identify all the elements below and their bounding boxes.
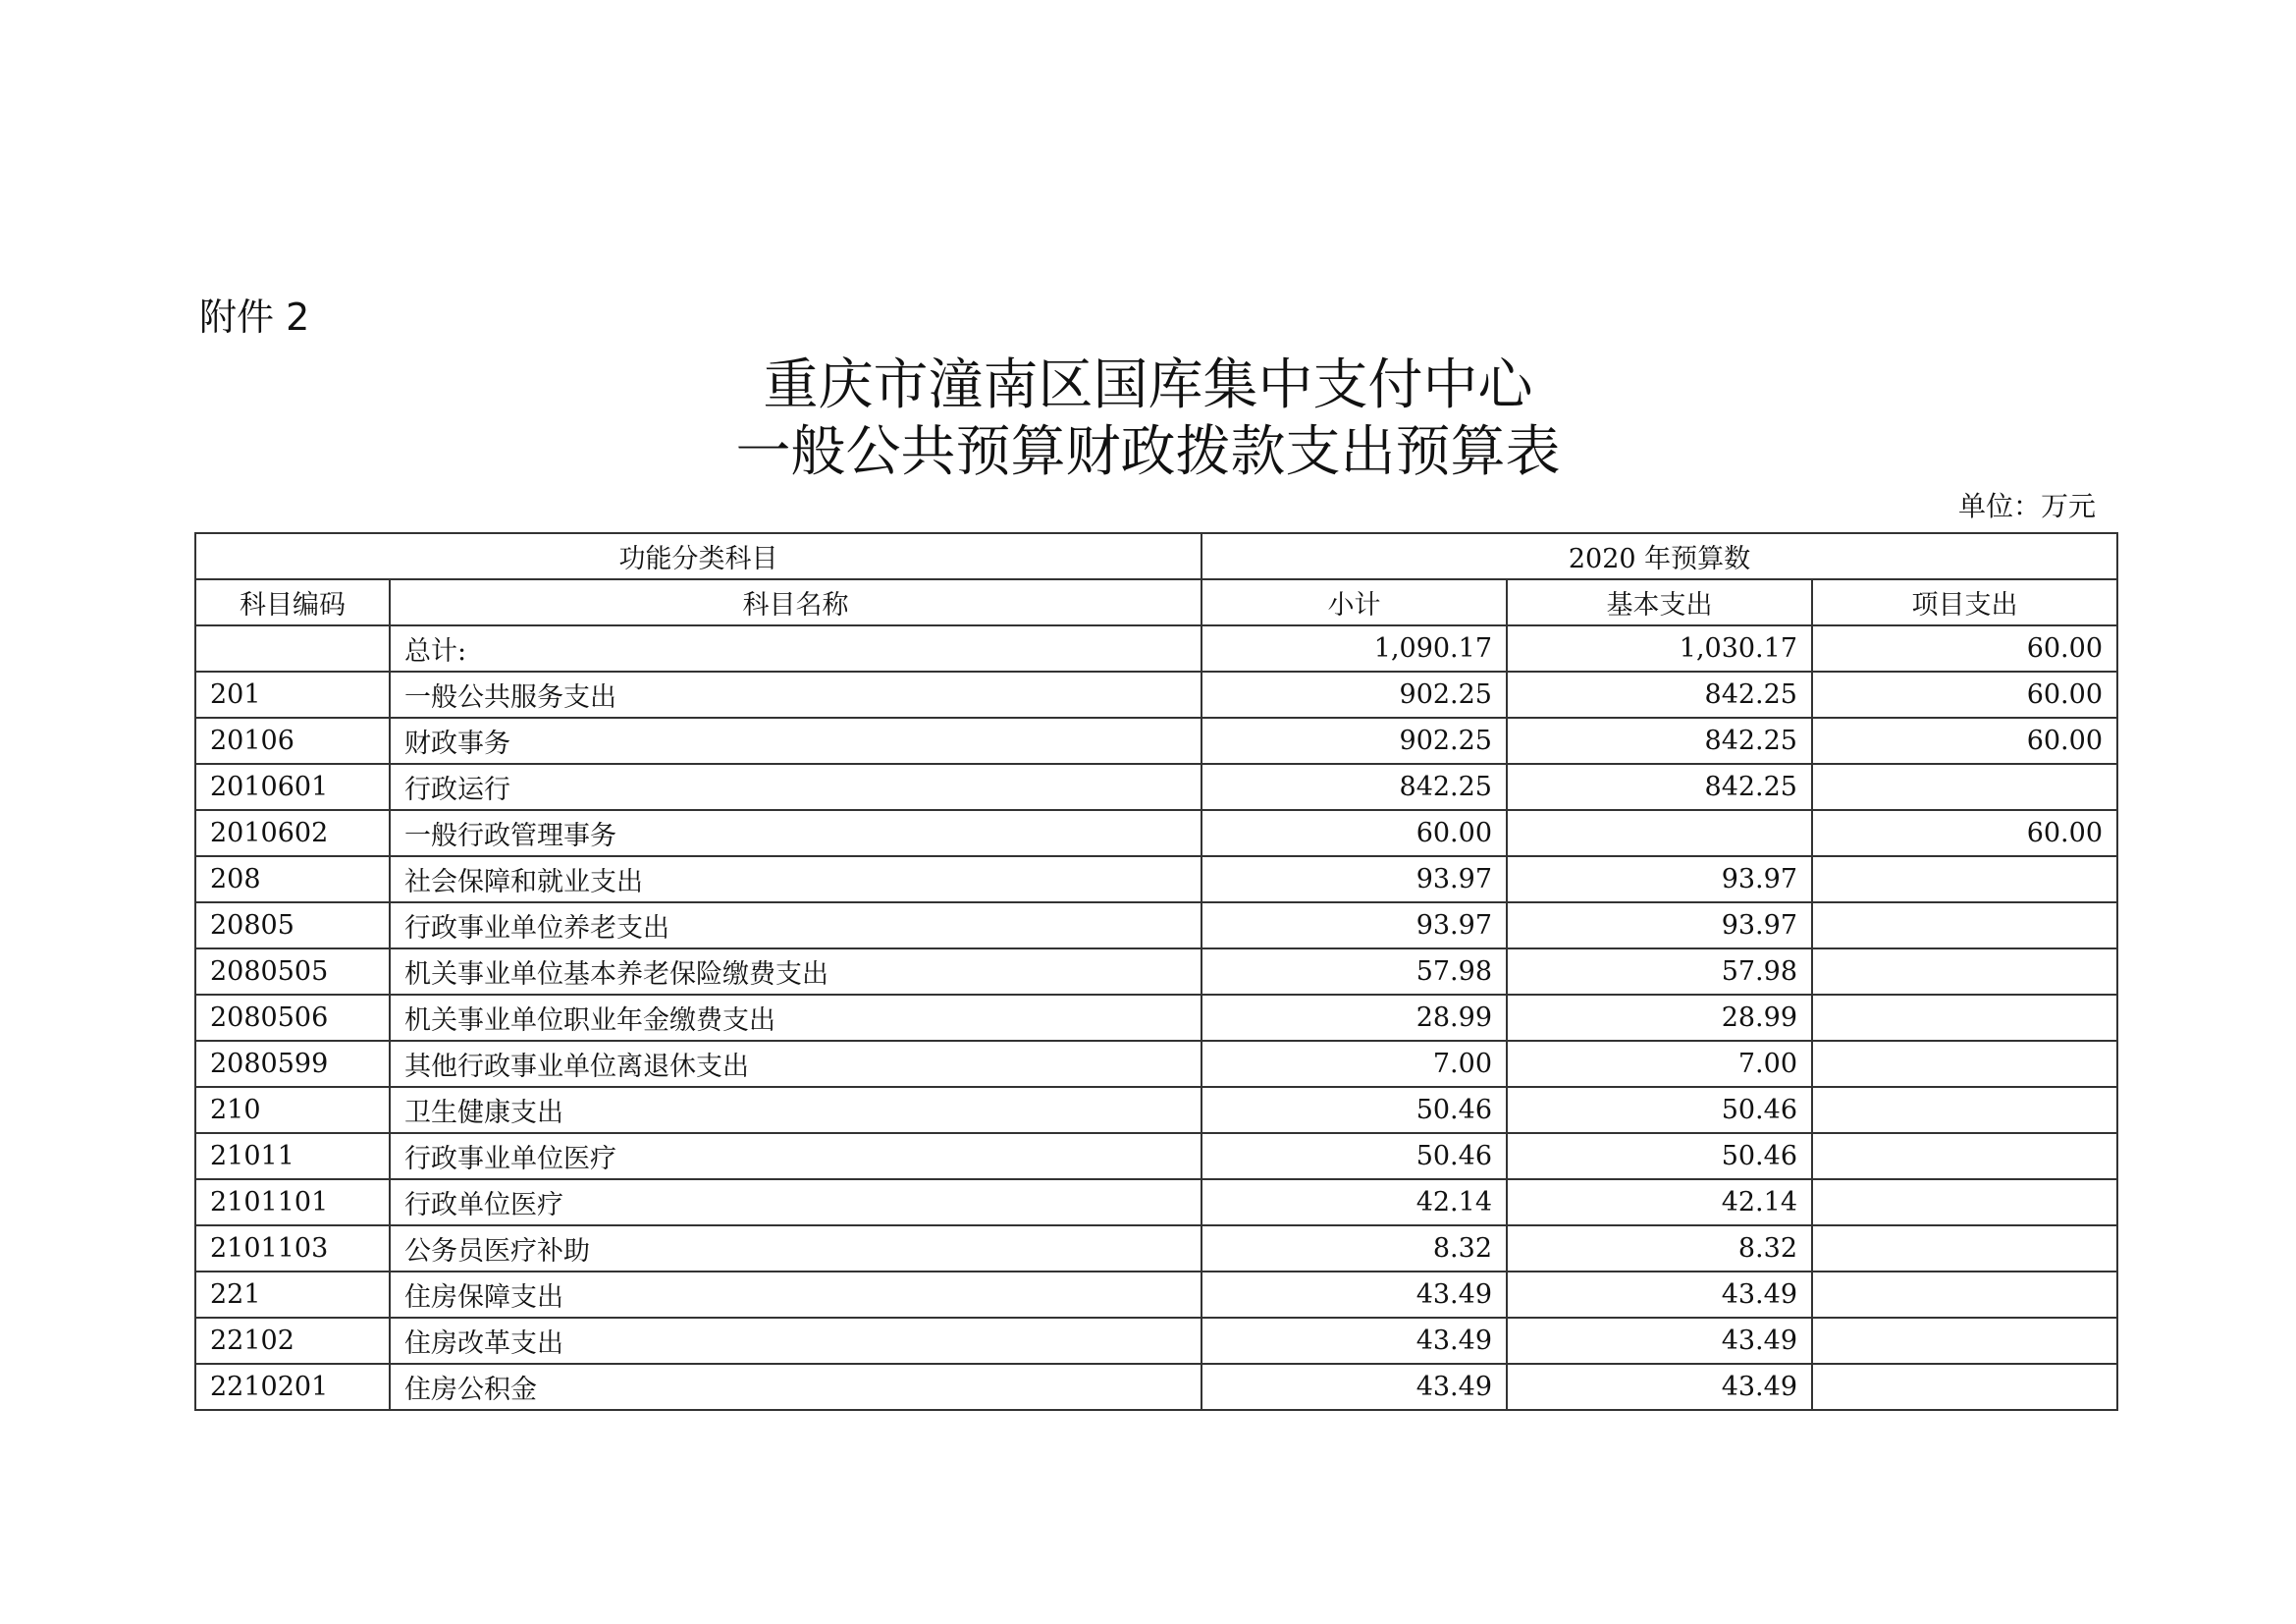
cell-subtotal: 50.46	[1201, 1087, 1507, 1133]
table-row	[195, 672, 2117, 718]
cell-name: 其他行政事业单位离退休支出	[390, 1041, 1201, 1087]
cell-code: 201	[195, 672, 390, 718]
cell-project: 60.00	[1812, 718, 2117, 764]
cell-code	[195, 625, 390, 672]
cell-basic: 842.25	[1507, 718, 1812, 764]
table-row	[195, 1272, 2117, 1318]
cell-name: 一般公共服务支出	[390, 672, 1201, 718]
cell-code: 20805	[195, 902, 390, 948]
cell-subtotal: 902.25	[1201, 718, 1507, 764]
cell-name: 公务员医疗补助	[390, 1225, 1201, 1272]
cell-code: 2010601	[195, 764, 390, 810]
cell-basic: 8.32	[1507, 1225, 1812, 1272]
cell-name: 行政事业单位医疗	[390, 1133, 1201, 1179]
cell-name: 机关事业单位职业年金缴费支出	[390, 995, 1201, 1041]
table-row	[195, 856, 2117, 902]
cell-project: 60.00	[1812, 810, 2117, 856]
cell-name: 住房保障支出	[390, 1272, 1201, 1318]
cell-code: 2080599	[195, 1041, 390, 1087]
cell-subtotal: 1,090.17	[1201, 625, 1507, 672]
cell-code: 2080506	[195, 995, 390, 1041]
cell-subtotal: 842.25	[1201, 764, 1507, 810]
cell-basic: 43.49	[1507, 1364, 1812, 1410]
cell-name: 住房公积金	[390, 1364, 1201, 1410]
cell-name: 一般行政管理事务	[390, 810, 1201, 856]
cell-code: 2101103	[195, 1225, 390, 1272]
table-row	[195, 764, 2117, 810]
cell-basic: 57.98	[1507, 948, 1812, 995]
header-name: 科目名称	[390, 579, 1201, 625]
unit-label: 单位：万元	[1957, 490, 2096, 522]
cell-code: 221	[195, 1272, 390, 1318]
cell-code: 2080505	[195, 948, 390, 995]
cell-project	[1812, 902, 2117, 948]
cell-code: 20106	[195, 718, 390, 764]
document-title-line1: 重庆市潼南区国库集中支付中心	[763, 353, 1533, 417]
table-row	[195, 1364, 2117, 1410]
table-row	[195, 1179, 2117, 1225]
cell-code: 210	[195, 1087, 390, 1133]
cell-project	[1812, 1133, 2117, 1179]
table-row	[195, 1318, 2117, 1364]
cell-subtotal: 57.98	[1201, 948, 1507, 995]
budget-table	[194, 532, 2118, 1411]
cell-name: 财政事务	[390, 718, 1201, 764]
cell-basic: 842.25	[1507, 672, 1812, 718]
cell-code: 2101101	[195, 1179, 390, 1225]
cell-subtotal: 43.49	[1201, 1364, 1507, 1410]
table-row	[195, 1133, 2117, 1179]
cell-basic: 50.46	[1507, 1133, 1812, 1179]
table-row	[195, 1041, 2117, 1087]
cell-subtotal: 902.25	[1201, 672, 1507, 718]
cell-project	[1812, 1225, 2117, 1272]
cell-basic: 93.97	[1507, 856, 1812, 902]
cell-code: 21011	[195, 1133, 390, 1179]
cell-project	[1812, 764, 2117, 810]
table-body	[195, 625, 2117, 1410]
cell-project: 60.00	[1812, 625, 2117, 672]
header-classification: 功能分类科目	[195, 533, 1201, 579]
header-budget-year: 2020 年预算数	[1201, 533, 2117, 579]
cell-subtotal: 60.00	[1201, 810, 1507, 856]
cell-basic: 7.00	[1507, 1041, 1812, 1087]
header-subtotal: 小计	[1201, 579, 1507, 625]
cell-subtotal: 8.32	[1201, 1225, 1507, 1272]
table-row	[195, 718, 2117, 764]
cell-basic: 1,030.17	[1507, 625, 1812, 672]
table-row	[195, 810, 2117, 856]
cell-basic: 50.46	[1507, 1087, 1812, 1133]
cell-name: 行政单位医疗	[390, 1179, 1201, 1225]
cell-project	[1812, 1041, 2117, 1087]
cell-name: 行政运行	[390, 764, 1201, 810]
cell-name: 机关事业单位基本养老保险缴费支出	[390, 948, 1201, 995]
cell-code: 208	[195, 856, 390, 902]
cell-project	[1812, 1364, 2117, 1410]
cell-basic: 42.14	[1507, 1179, 1812, 1225]
table-row	[195, 902, 2117, 948]
table-row	[195, 1225, 2117, 1272]
cell-project	[1812, 995, 2117, 1041]
header-basic: 基本支出	[1507, 579, 1812, 625]
cell-project	[1812, 856, 2117, 902]
column-header-row	[195, 579, 2117, 625]
cell-subtotal: 28.99	[1201, 995, 1507, 1041]
document-title-line2: 一般公共预算财政拨款支出预算表	[735, 420, 1561, 484]
cell-name: 总计:	[390, 625, 1201, 672]
cell-basic: 28.99	[1507, 995, 1812, 1041]
cell-code: 22102	[195, 1318, 390, 1364]
cell-project	[1812, 1179, 2117, 1225]
cell-subtotal: 43.49	[1201, 1272, 1507, 1318]
cell-subtotal: 93.97	[1201, 902, 1507, 948]
cell-project	[1812, 1087, 2117, 1133]
table-row	[195, 1087, 2117, 1133]
table-row	[195, 948, 2117, 995]
cell-name: 社会保障和就业支出	[390, 856, 1201, 902]
cell-name: 卫生健康支出	[390, 1087, 1201, 1133]
cell-name: 行政事业单位养老支出	[390, 902, 1201, 948]
table-row	[195, 995, 2117, 1041]
header-code: 科目编码	[195, 579, 390, 625]
cell-basic: 43.49	[1507, 1318, 1812, 1364]
cell-subtotal: 93.97	[1201, 856, 1507, 902]
cell-code: 2010602	[195, 810, 390, 856]
cell-subtotal: 42.14	[1201, 1179, 1507, 1225]
cell-subtotal: 50.46	[1201, 1133, 1507, 1179]
cell-basic: 93.97	[1507, 902, 1812, 948]
cell-project	[1812, 1318, 2117, 1364]
attachment-label: 附件 2	[199, 296, 310, 339]
cell-project	[1812, 1272, 2117, 1318]
cell-subtotal: 43.49	[1201, 1318, 1507, 1364]
cell-project: 60.00	[1812, 672, 2117, 718]
cell-name: 住房改革支出	[390, 1318, 1201, 1364]
cell-project	[1812, 948, 2117, 995]
cell-basic: 43.49	[1507, 1272, 1812, 1318]
cell-basic: 842.25	[1507, 764, 1812, 810]
cell-subtotal: 7.00	[1201, 1041, 1507, 1087]
group-header-row	[195, 533, 2117, 579]
cell-code: 2210201	[195, 1364, 390, 1410]
table-row	[195, 625, 2117, 672]
cell-basic	[1507, 810, 1812, 856]
header-project: 项目支出	[1812, 579, 2117, 625]
